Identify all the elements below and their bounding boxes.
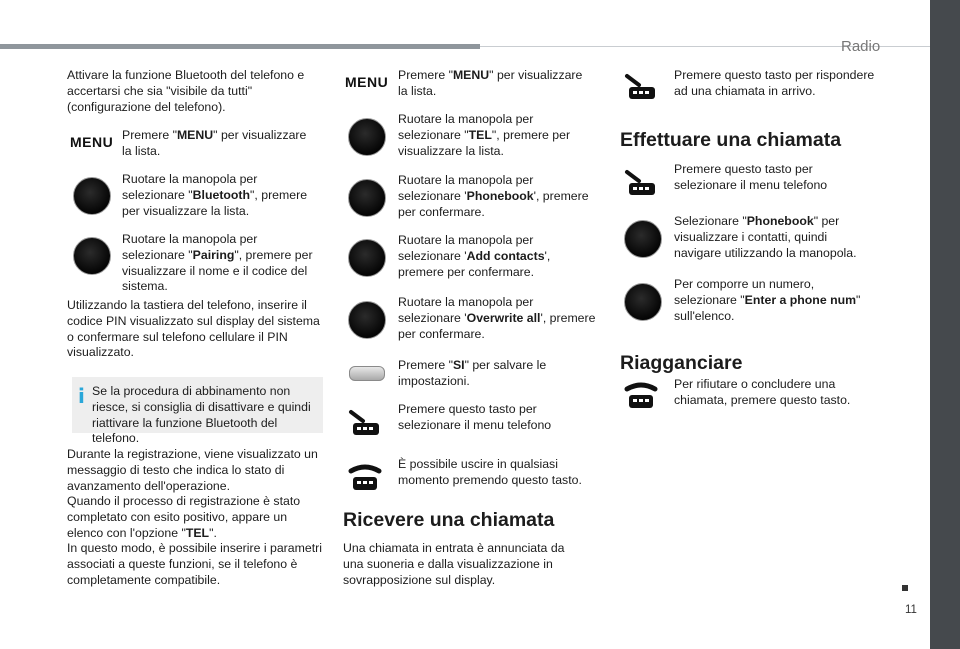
step-add-contacts: Ruotare la manopola per selezionare 'Add contacts', premere per confermare. [398,233,551,279]
rotary-knob-icon [348,179,386,217]
call-step-enter-number: Per comporre un numero, selezionare "Enter a phone num" sull'elenco. [674,277,861,323]
incoming-paragraph: Una chiamata in entrata è annunciata da una suoneria e dalla visualizzazione in sovrapposizione sul display. [343,541,565,587]
phone-pickup-icon [348,407,382,437]
side-band [930,0,960,649]
step-phone-menu: Premere questo tasto per selezionare il menu telefono [398,402,552,432]
si-button-icon [349,366,385,381]
step-exit: È possibile uscire in qualsiasi momento premendo questo tasto. [398,457,582,487]
completion-paragraph: Quando il processo di registrazione è stato completato con esito positivo, appare un elenco con l'opzione "TEL". [67,494,301,540]
rotary-knob-icon [624,220,662,258]
heading-riagganciare: Riagganciare [620,352,743,374]
call-step-menu: Premere questo tasto per selezionare il menu telefono [674,162,828,192]
heading-effettuare: Effettuare una chiamata [620,129,842,151]
rotary-knob-icon [624,283,662,321]
section-title: Radio [841,38,881,55]
step-overwrite: Ruotare la manopola per selezionare 'Overwrite all', premere per confermare. [398,295,596,341]
phone-hangup-icon [624,380,658,410]
page-number: 11 [905,604,917,616]
header-rule [0,44,480,49]
heading-ricevere: Ricevere una chiamata [343,509,555,531]
step-si: Premere "SI" per salvare le impostazioni. [398,358,547,388]
rotary-knob-icon [348,239,386,277]
info-icon: i [78,384,85,408]
phone-pickup-icon [624,71,658,101]
step-tel: Ruotare la manopola per selezionare "TEL", premere per visualizzare la lista. [398,112,571,158]
step-menu: Premere "MENU" per visualizzare la lista. [122,128,307,158]
answer-text: Premere questo tasto per rispondere ad una chiamata in arrivo. [674,68,875,98]
menu-button-icon: MENU [345,74,389,90]
continue-marker [902,585,908,591]
pin-paragraph: Utilizzando la tastiera del telefono, inserire il codice PIN visualizzato sul display del sistema o confermare sul telefono cellulare il PIN visualizzato. [67,298,320,360]
intro-text: Attivare la funzione Bluetooth del telefono e accertarsi che sia "visibile da tutti" (configurazione del telefono). [67,68,305,114]
note-text: Se la procedura di abbinamento non riesce, si consiglia di disattivare e quindi riattivare la funzione Bluetooth del telefono. [92,384,311,446]
compat-paragraph: In questo modo, è possibile inserire i parametri associati a queste funzioni, se il telefono è completamente compatibile. [67,541,322,587]
step-phonebook: Ruotare la manopola per selezionare 'Phonebook', premere per confermare. [398,173,589,219]
rotary-knob-icon [73,177,111,215]
step-bluetooth: Ruotare la manopola per selezionare "Bluetooth", premere per visualizzare la lista. [122,172,308,218]
hangup-text: Per rifiutare o concludere una chiamata, premere questo tasto. [674,377,851,407]
rotary-knob-icon [348,118,386,156]
phone-pickup-icon [624,167,658,197]
step-pairing: Ruotare la manopola per selezionare "Pairing", premere per visualizzare il nome e il codice del sistema. [122,232,313,294]
step-menu-2: Premere "MENU" per visualizzare la lista. [398,68,583,98]
call-step-phonebook: Selezionare "Phonebook" per visualizzare i contatti, quindi navigare utilizzando la manopola. [674,214,857,260]
rotary-knob-icon [348,301,386,339]
phone-hangup-icon [348,462,382,492]
menu-button-icon: MENU [70,134,114,150]
rotary-knob-icon [73,237,111,275]
registration-paragraph: Durante la registrazione, viene visualizzato un messaggio di testo che indica lo stato di avanzamento dell'operazione. [67,447,318,493]
